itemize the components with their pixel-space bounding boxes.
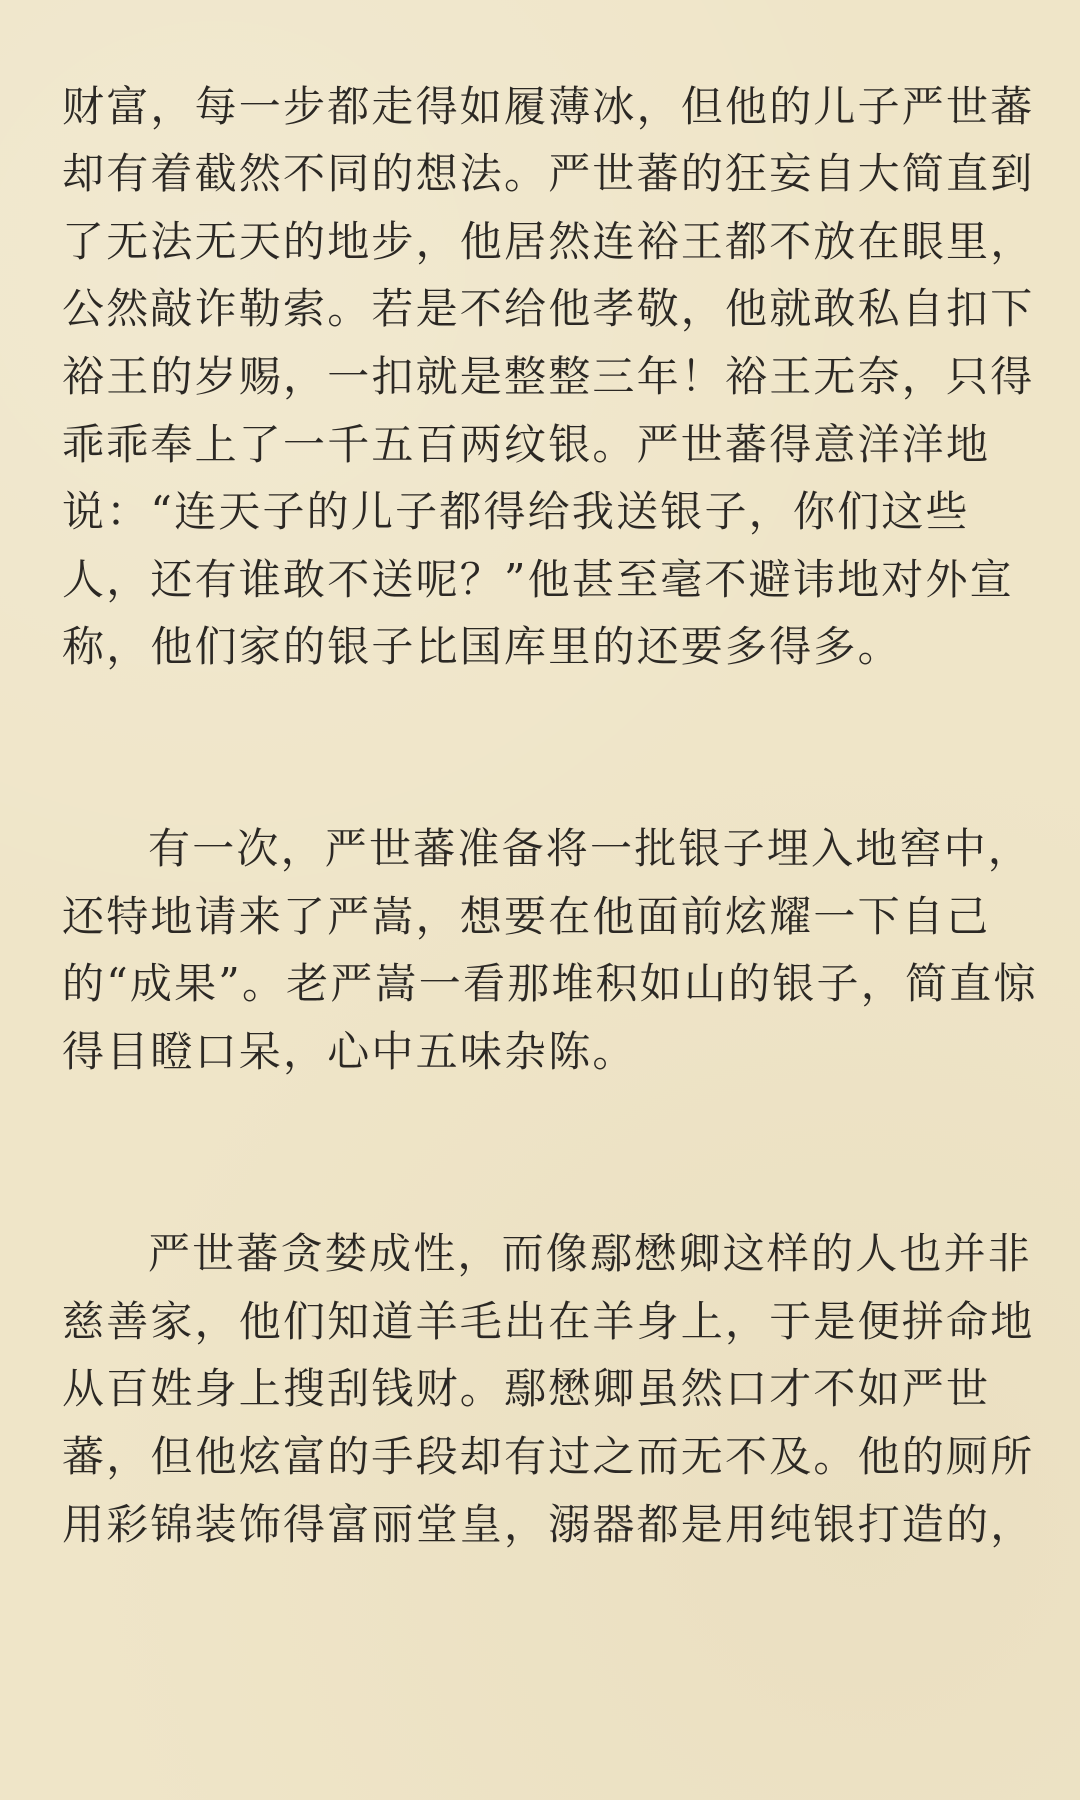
paragraph-2-line-1: 有一次，严世蕃准备将一批银子埋入地窖中， — [148, 824, 1033, 873]
paragraph-2-line-3: 的“成果”。老严嵩一看那堆积如山的银子，简直惊 — [62, 959, 1038, 1008]
paragraph-2-line-4: 得目瞪口呆，心中五味杂陈。 — [62, 1027, 637, 1076]
paragraph-1-line-5: 裕王的岁赐，一扣就是整整三年！裕王无奈，只得 — [62, 352, 1035, 401]
paragraph-1-line-3: 了无法无天的地步，他居然连裕王都不放在眼里， — [62, 217, 1035, 266]
paragraph-2-line-2: 还特地请来了严嵩，想要在他面前炫耀一下自己 — [62, 892, 991, 941]
paragraph-3-line-4: 蕃，但他炫富的手段却有过之而无不及。他的厕所 — [62, 1432, 1035, 1481]
paragraph-3-line-2: 慈善家，他们知道羊毛出在羊身上，于是便拼命地 — [62, 1297, 1035, 1346]
paragraph-1-line-2: 却有着截然不同的想法。严世蕃的狂妄自大简直到 — [62, 149, 1035, 198]
paragraph-1-line-4: 公然敲诈勒索。若是不给他孝敬，他就敢私自扣下 — [62, 284, 1035, 333]
paragraph-1-line-8: 人，还有谁敢不送呢？”他甚至毫不避讳地对外宣 — [62, 555, 1014, 604]
paragraph-3-line-5: 用彩锦装饰得富丽堂皇，溺器都是用纯银打造的， — [62, 1500, 1035, 1549]
paragraph-3-line-3: 从百姓身上搜刮钱财。鄢懋卿虽然口才不如严世 — [62, 1364, 991, 1413]
paragraph-3-line-1: 严世蕃贪婪成性，而像鄢懋卿这样的人也并非 — [148, 1229, 1033, 1278]
paragraph-1-line-1: 财富，每一步都走得如履薄冰，但他的儿子严世蕃 — [62, 82, 1035, 131]
paragraph-1-line-7: 说：“连天子的儿子都得给我送银子，你们这些 — [62, 487, 970, 536]
paragraph-1-line-9: 称，他们家的银子比国库里的还要多得多。 — [62, 622, 902, 671]
paragraph-1-line-6: 乖乖奉上了一千五百两纹银。严世蕃得意洋洋地 — [62, 420, 991, 469]
